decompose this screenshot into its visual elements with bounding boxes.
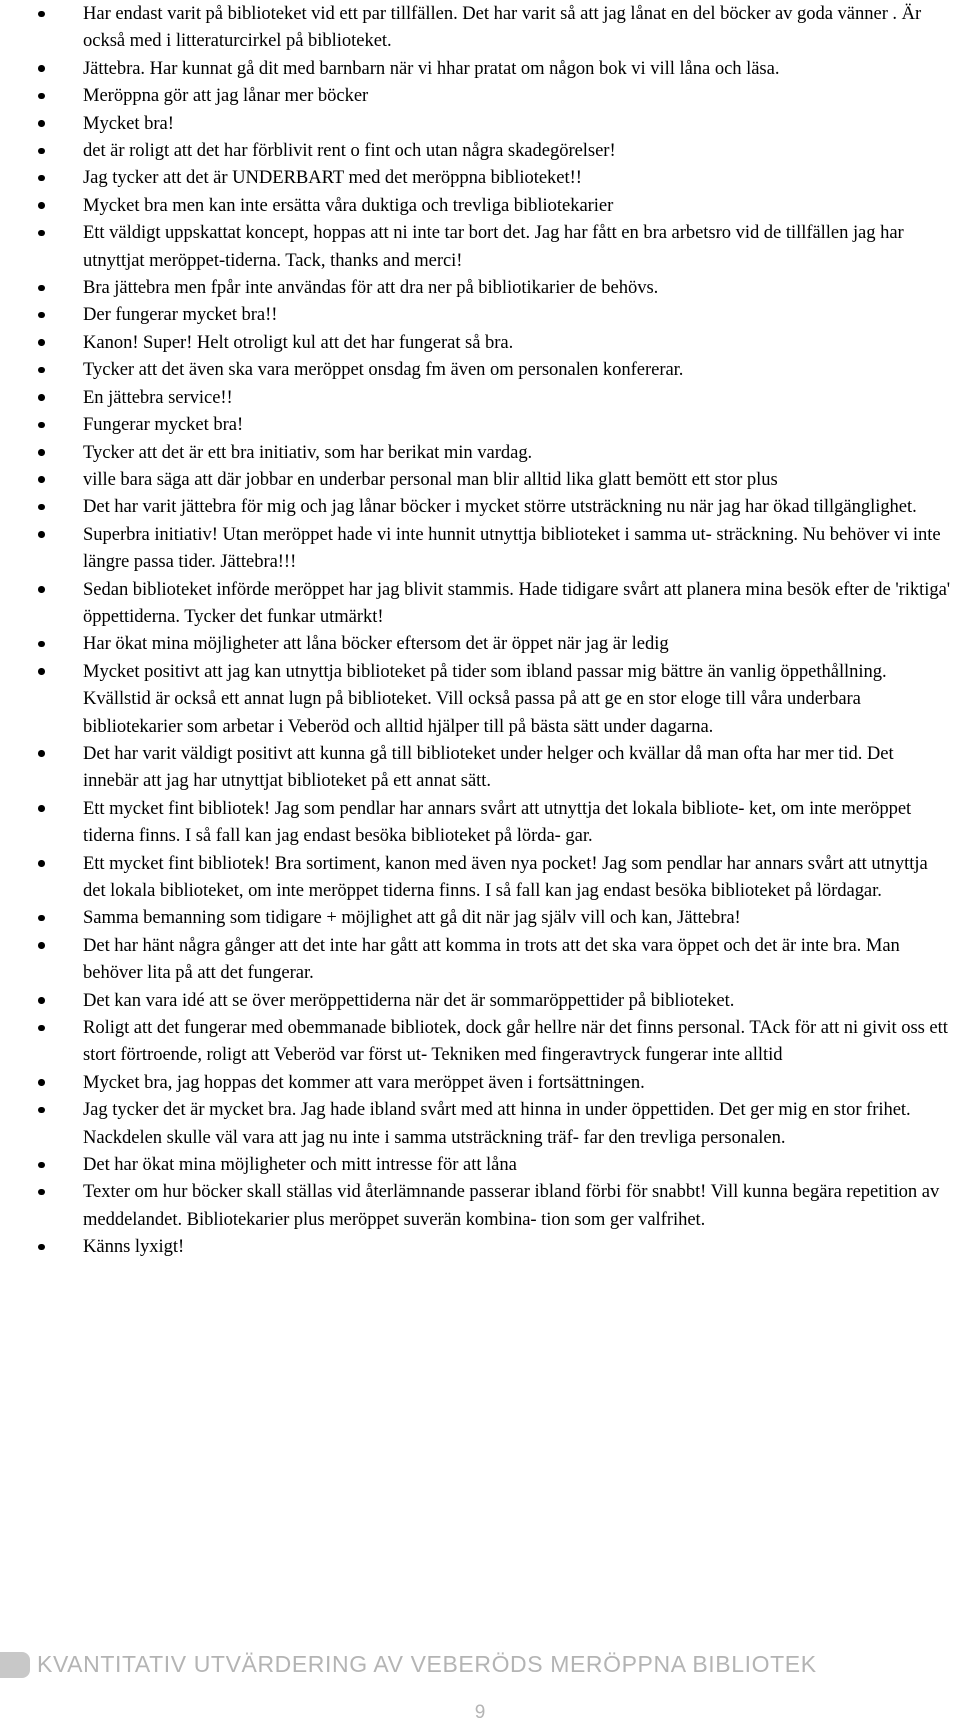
comment-text: Mycket bra men kan inte ersätta våra duktiga och trevliga bibliotekarier [83,194,614,216]
bullet-icon [38,230,45,237]
comment-text: Mycket bra! [83,112,174,134]
comment-text: Det har varit jättebra för mig och jag lånar böcker i mycket större utsträckning nu när jag har ökad tillgänglighet. [83,496,917,518]
comment-text: Har ökat mina möjligheter att låna böcker eftersom det är öppet när jag är ledig [83,633,669,655]
bullet-icon [38,1162,45,1169]
list-item [0,850,960,905]
comment-text: Kanon! Super! Helt otroligt kul att det har fungerat så bra. [83,331,514,353]
comment-text: Tycker att det är ett bra initiativ, som har berikat min vardag. [83,441,533,463]
list-item [0,192,960,219]
bullet-icon [38,1107,45,1114]
list-item [0,439,960,466]
list-item [0,795,960,850]
comment-text: Mycket positivt att jag kan utnyttja biblioteket på tider som ibland passar mig bättre än vanlig öppethållning. Kvällstid är också ett annat lugn på biblioteket. Vill också passa på att ge en stor eloge till våra underbara bibliotekarier som arbetar i Veberöd och alltid hjälper till på bästa sätt under dagarna. [83,660,887,737]
comment-text: Superbra initiativ! Utan meröppet hade vi inte hunnit utnyttja biblioteket i samma ut- sträckning. Nu behöver vi inte längre passa tider. Jättebra!!! [83,523,941,573]
comment-text: Jättebra. Har kunnat gå dit med barnbarn när vi hhar pratat om någon bok vi vill låna och läsa. [83,57,780,79]
footer-tab-icon [0,1652,30,1678]
list-item [0,411,960,438]
comment-text: Ett mycket fint bibliotek! Jag som pendlar har annars svårt att utnyttja det lokala bibliote- ket, om inte meröppet tiderna finns. I så fall kan jag endast besöka biblioteket på lörda- gar. [83,797,912,847]
comment-text: Det har ökat mina möjligheter och mitt intresse för att låna [83,1154,517,1176]
comment-text: Sedan biblioteket införde meröppet har jag blivit stammis. Hade tidigare svårt att planera mina besök efter de 'riktiga' öppettiderna. Tycker det funkar utmärkt! [83,578,951,627]
list-item [0,82,960,109]
list-item [0,384,960,411]
bullet-icon [38,394,45,401]
comment-text: det är roligt att det har förblivit rent o fint och utan några skadegörelser! [83,140,616,162]
list-item [0,1178,960,1233]
list-item [0,110,960,137]
bullet-icon [38,668,45,675]
list-item [0,1014,960,1069]
bullet-icon [38,367,45,374]
list-item [0,521,960,576]
list-item [0,987,960,1014]
comment-text: Ett väldigt uppskattat koncept, hoppas att ni inte tar bort det. Jag har fått en bra arbetsro vid de tillfällen jag har utnyttjat meröppet-tiderna. Tack, thanks and merci! [83,222,904,271]
list-item [0,137,960,164]
comment-text: Känns lyxigt! [83,1236,185,1258]
bullet-icon [38,285,45,292]
bullet-icon [38,997,45,1004]
bullet-icon [38,1189,45,1196]
bullet-icon [38,1025,45,1032]
bullet-icon [38,312,45,319]
comment-text: ville bara säga att där jobbar en underbar personal man blir alltid lika glatt bemött ett stor plus [83,468,778,490]
list-item [0,1233,960,1260]
comment-text: Der fungerar mycket bra!! [83,304,278,326]
bullet-icon [38,1079,45,1086]
page-footer [0,1648,960,1688]
comment-text: Texter om hur böcker skall ställas vid återlämnande passerar ibland förbi för snabbt! Vill kunna begära repetition av meddelandet. Bibliotekarier plus meröppet suverän kombina- tion som ger valfrihet. [83,1181,940,1230]
list-item [0,466,960,493]
list-item [0,329,960,356]
list-item [0,55,960,82]
comment-text: En jättebra service!! [83,386,233,408]
list-item [0,1096,960,1151]
list-item [0,301,960,328]
comment-text: Mycket bra, jag hoppas det kommer att vara meröppet även i fortsättningen. [83,1071,645,1093]
comment-text: Bra jättebra men fpår inte användas för att dra ner på bibliotikarier de behövs. [83,277,659,299]
list-item [0,164,960,191]
bullet-icon [38,202,45,209]
comment-text: Meröppna gör att jag lånar mer böcker [83,85,369,107]
comment-text: Samma bemanning som tidigare + möjlighet att gå dit när jag själv vill och kan, Jättebra! [83,907,741,929]
list-item [0,576,960,631]
bullet-icon [38,641,45,648]
bullet-icon [38,449,45,456]
comment-text: Roligt att det fungerar med obemmanade bibliotek, dock går hellre när det finns personal. TAck för att ni givit oss ett stort förtroende, roligt att Veberöd var först ut- Tekniken med fingeravtryck fungerar inte alltid [83,1017,948,1066]
bullet-icon [38,750,45,757]
list-item [0,932,960,987]
comment-text: Ett mycket fint bibliotek! Bra sortiment, kanon med även nya pocket! Jag som pendlar har annars svårt att utnyttja det lokala biblioteket, om inte meröppet tiderna finns. I så fall kan jag endast besöka biblioteket på lördagar. [83,852,928,901]
comment-text: Fungerar mycket bra! [83,414,244,436]
bullet-icon [38,504,45,511]
comment-text: Jag tycker det är mycket bra. Jag hade ibland svårt med att hinna in under öppettiden. Det ger mig en stor frihet. Nackdelen skulle väl vara att jag nu inte i samma utsträckning träf- far den trevliga personalen. [83,1099,911,1148]
page-number: 9 [474,1702,486,1723]
list-item [0,0,960,55]
comment-text: Jag tycker att det är UNDERBART med det meröppna biblioteket!! [83,167,582,189]
bullet-icon [38,860,45,867]
list-item [0,356,960,383]
footer-title: KVANTITATIV UTVÄRDERING AV VEBERÖDS MERÖPPNA BIBLIOTEK [37,1651,817,1677]
list-item [0,274,960,301]
comment-text: Det kan vara idé att se över meröppettiderna när det är sommaröppettider på biblioteket. [83,989,735,1011]
bullet-icon [38,93,45,100]
bullet-icon [38,422,45,429]
list-item [0,740,960,795]
bullet-icon [38,175,45,182]
bullet-icon [38,11,45,18]
list-item [0,219,960,274]
comment-text: Det har varit väldigt positivt att kunna gå till biblioteket under helger och kvällar då man ofta har mer tid. Det innebär att jag har utnyttjat biblioteket på ett annat sätt. [83,742,894,792]
list-item [0,904,960,931]
bullet-icon [38,65,45,72]
list-item [0,1151,960,1178]
bullet-icon [38,915,45,922]
list-item [0,630,960,657]
bullet-icon [38,805,45,812]
bullet-icon [38,942,45,949]
bullet-icon [38,120,45,127]
list-item [0,493,960,520]
bullet-icon [38,339,45,346]
bullet-icon [38,476,45,483]
list-item [0,1069,960,1096]
list-item [0,658,960,740]
bullet-icon [38,531,45,538]
comment-text: Tycker att det även ska vara meröppet onsdag fm även om personalen konfererar. [83,359,684,381]
bullet-icon [38,1244,45,1251]
comment-text: Det har hänt några gånger att det inte har gått att komma in trots att det ska vara öppet och det är inte bra. Man behöver lita på att det fungerar. [83,934,900,984]
bullet-icon [38,148,45,155]
comment-text: Har endast varit på biblioteket vid ett par tillfällen. Det har varit så att jag lånat en del böcker av goda vänner . Är också med i litteraturcirkel på biblioteket. [83,3,922,52]
bullet-icon [38,586,45,593]
